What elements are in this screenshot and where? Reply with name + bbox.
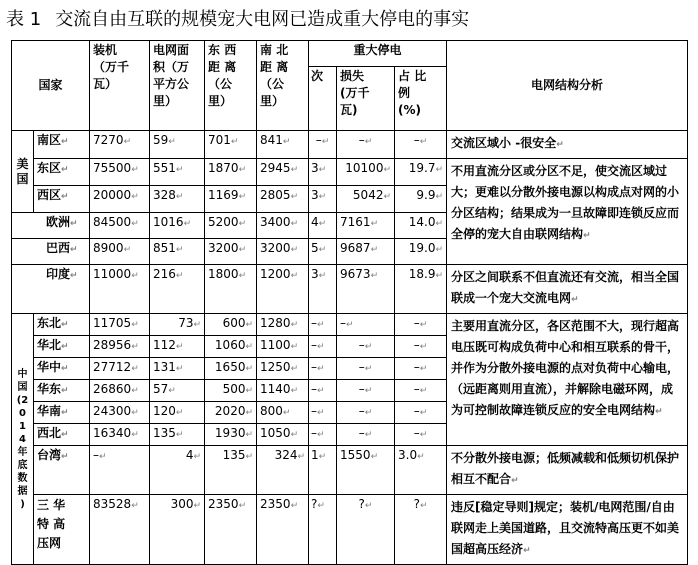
loss-cell: ?↵	[337, 495, 395, 565]
capacity-cell: 26860↵	[90, 380, 150, 402]
paragraph-mark: ↵	[61, 386, 69, 396]
paragraph-mark: ↵	[419, 137, 428, 147]
ns-cell: 1140↵	[257, 380, 309, 402]
paragraph-mark: ↵	[245, 342, 254, 352]
paragraph-mark: ↵	[175, 364, 184, 374]
paragraph-mark: ↵	[175, 342, 184, 352]
paragraph-mark: ↵	[383, 165, 392, 175]
paragraph-mark: ↵	[193, 501, 202, 511]
ns-cell: 324↵	[257, 446, 309, 495]
ns-cell: 1280↵	[257, 314, 309, 336]
paragraph-mark: ↵	[61, 408, 69, 418]
ew-cell: 2350↵	[205, 495, 257, 565]
paragraph-mark: ↵	[99, 452, 107, 462]
region-cell: 东区↵	[34, 159, 90, 186]
paragraph-mark: ↵	[175, 271, 184, 281]
header-row-1	[12, 41, 688, 67]
paragraph-mark: ↵	[317, 430, 325, 440]
paragraph-mark: ↵	[131, 364, 139, 374]
ns-cell: 841↵	[257, 131, 309, 159]
area-cell: 112↵	[150, 336, 205, 358]
paragraph-mark: ↵	[131, 271, 139, 281]
paragraph-mark: ↵	[318, 219, 327, 229]
loss-cell: 10100↵	[337, 159, 395, 186]
table-row-india	[12, 265, 688, 314]
ns-cell: 800↵	[257, 402, 309, 424]
loss-cell: 7161↵	[337, 213, 395, 239]
paragraph-mark: ↵	[61, 452, 69, 462]
paragraph-mark: ↵	[245, 408, 254, 418]
paragraph-mark: ↵	[511, 476, 519, 486]
paragraph-mark: ↵	[370, 245, 379, 255]
paragraph-mark: ↵	[419, 501, 428, 511]
capacity-cell: 83528↵	[90, 495, 150, 565]
loss-cell: –↵	[337, 402, 395, 424]
ns-cell: 2350↵	[257, 495, 309, 565]
paragraph-mark: ↵	[290, 165, 299, 175]
capacity-cell: 11705↵	[90, 314, 150, 336]
ns-cell: 2805↵	[257, 186, 309, 213]
ratio-cell: –↵	[395, 336, 447, 358]
paragraph-mark: ↵	[238, 219, 247, 229]
ew-cell: 135↵	[205, 446, 257, 495]
region-cell: 西区↵	[34, 186, 90, 213]
area-cell: 4↵	[150, 446, 205, 495]
paragraph-mark: ↵	[183, 219, 192, 229]
area-cell: 73↵	[150, 314, 205, 336]
times-cell: –↵	[309, 131, 337, 159]
region-cell: 华中↵	[34, 358, 90, 380]
ratio-cell: 3.0↵	[395, 446, 447, 495]
paragraph-mark: ↵	[290, 501, 299, 511]
ns-cell: 3200↵	[257, 239, 309, 265]
capacity-cell: 84500↵	[90, 213, 150, 239]
blackout-table	[11, 40, 688, 565]
times-cell: –↵	[309, 314, 337, 336]
ew-cell: 3200↵	[205, 239, 257, 265]
area-cell: 551↵	[150, 159, 205, 186]
ns-cell: 1050↵	[257, 424, 309, 446]
header-loss: 损失 (万千 瓦)	[337, 67, 395, 131]
paragraph-mark: ↵	[583, 231, 591, 241]
paragraph-mark: ↵	[297, 452, 306, 462]
paragraph-mark: ↵	[290, 386, 299, 396]
paragraph-mark: ↵	[70, 245, 78, 255]
header-area: 电网面 积（万 平方公里）	[150, 41, 205, 131]
paragraph-mark: ↵	[245, 452, 254, 462]
times-cell: –↵	[309, 380, 337, 402]
table-row-china-northeast	[12, 314, 688, 336]
paragraph-mark: ↵	[419, 320, 428, 330]
loss-cell: –↵	[337, 314, 395, 336]
paragraph-mark: ↵	[131, 386, 139, 396]
paragraph-mark: ↵	[175, 408, 184, 418]
analysis-taiwan: 不分散外接电源；低频减载和低频切机保护相互不配合↵	[447, 446, 688, 495]
paragraph-mark: ↵	[175, 192, 184, 202]
paragraph-mark: ↵	[435, 165, 444, 175]
ratio-cell: 19.0↵	[395, 239, 447, 265]
ew-cell: 5200↵	[205, 213, 257, 239]
paragraph-mark: ↵	[435, 219, 444, 229]
region-cell: 华北↵	[34, 336, 90, 358]
region-cell: 欧洲↵	[12, 213, 90, 239]
loss-cell: –↵	[337, 358, 395, 380]
paragraph-mark: ↵	[435, 245, 444, 255]
times-cell: 1↵	[309, 446, 337, 495]
analysis-india: 分区之间联系不但直流还有交流，相当全国联成一个宠大交流电网↵	[447, 265, 688, 314]
paragraph-mark: ↵	[131, 501, 139, 511]
paragraph-mark: ↵	[61, 192, 69, 202]
paragraph-mark: ↵	[290, 192, 299, 202]
times-cell: 3↵	[309, 186, 337, 213]
paragraph-mark: ↵	[318, 271, 327, 281]
paragraph-mark: ↵	[290, 364, 299, 374]
capacity-cell: 11000↵	[90, 265, 150, 314]
paragraph-mark: ↵	[238, 271, 247, 281]
header-blackout: 重大停电	[309, 41, 447, 67]
paragraph-mark: ↵	[131, 165, 139, 175]
ratio-cell: –↵	[395, 402, 447, 424]
paragraph-mark: ↵	[193, 452, 202, 462]
paragraph-mark: ↵	[364, 501, 373, 511]
ratio-cell: 14.0↵	[395, 213, 447, 239]
paragraph-mark: ↵	[168, 386, 176, 396]
paragraph-mark: ↵	[131, 408, 139, 418]
loss-cell: –↵	[337, 424, 395, 446]
paragraph-mark: ↵	[364, 137, 373, 147]
paragraph-mark: ↵	[290, 430, 299, 440]
ew-cell: 500↵	[205, 380, 257, 402]
ratio-cell: 9.9↵	[395, 186, 447, 213]
capacity-cell: 16340↵	[90, 424, 150, 446]
paragraph-mark: ↵	[419, 364, 428, 374]
paragraph-mark: ↵	[364, 408, 373, 418]
capacity-cell: 7270↵	[90, 131, 150, 159]
paragraph-mark: ↵	[364, 430, 373, 440]
loss-cell: –↵	[337, 380, 395, 402]
ew-cell: 1650↵	[205, 358, 257, 380]
loss-cell: 9673↵	[337, 265, 395, 314]
paragraph-mark: ↵	[318, 165, 327, 175]
ew-cell: 1169↵	[205, 186, 257, 213]
paragraph-mark: ↵	[370, 219, 379, 229]
area-cell: 300↵	[150, 495, 205, 565]
capacity-cell: 8900↵	[90, 239, 150, 265]
paragraph-mark: ↵	[364, 342, 373, 352]
paragraph-mark: ↵	[238, 501, 247, 511]
paragraph-mark: ↵	[70, 271, 78, 281]
paragraph-mark: ↵	[317, 342, 325, 352]
header-east-west: 东 西 距 离 （公 里）	[205, 41, 257, 131]
region-cell: 华南↵	[34, 402, 90, 424]
group-china: 中 国 (2 0 1 4 年 底 数 据 )	[12, 314, 34, 565]
paragraph-mark: ↵	[655, 407, 663, 417]
paragraph-mark: ↵	[290, 342, 299, 352]
table-caption: 交流自由互联的规模宠大电网已造成重大停电的事实	[55, 9, 470, 30]
times-cell: –↵	[309, 336, 337, 358]
paragraph-mark: ↵	[435, 271, 444, 281]
ns-cell: 3400↵	[257, 213, 309, 239]
ew-cell: 1060↵	[205, 336, 257, 358]
region-cell: 三 华 特 高 压网	[34, 495, 90, 565]
region-cell: 南区↵	[34, 131, 90, 159]
times-cell: 5↵	[309, 239, 337, 265]
table-title	[6, 5, 469, 35]
ratio-cell: –↵	[395, 424, 447, 446]
times-cell: –↵	[309, 358, 337, 380]
paragraph-mark: ↵	[175, 245, 184, 255]
paragraph-mark: ↵	[245, 364, 254, 374]
paragraph-mark: ↵	[364, 364, 373, 374]
ew-cell: 600↵	[205, 314, 257, 336]
paragraph-mark: ↵	[131, 430, 139, 440]
analysis-china-regions: 主要用直流分区，各区范围不大，现行超高电压既可构成负荷中心和相互联系的骨干，并作为分散外接电源的点对负荷中心输电，（远距离则用直流），并解除电磁环网，成为可控制故障连锁反应的安全电网结构↵	[447, 314, 688, 446]
paragraph-mark: ↵	[419, 386, 428, 396]
paragraph-mark: ↵	[282, 408, 291, 418]
table-row-taiwan	[12, 446, 688, 495]
paragraph-mark: ↵	[290, 219, 299, 229]
area-cell: 135↵	[150, 424, 205, 446]
paragraph-mark: ↵	[245, 320, 254, 330]
table-row-usa-east	[12, 159, 688, 186]
paragraph-mark: ↵	[318, 452, 327, 462]
ratio-cell: ?↵	[395, 495, 447, 565]
paragraph-mark: ↵	[61, 137, 69, 147]
analysis-usa-south: 交流区域小 -很安全↵	[447, 131, 688, 159]
paragraph-mark: ↵	[317, 320, 325, 330]
capacity-cell: –↵	[90, 446, 150, 495]
paragraph-mark: ↵	[370, 271, 379, 281]
paragraph-mark: ↵	[168, 137, 176, 147]
table-row-usa-south	[12, 131, 688, 159]
paragraph-mark: ↵	[317, 408, 325, 418]
paragraph-mark: ↵	[175, 430, 184, 440]
paragraph-mark: ↵	[245, 386, 254, 396]
paragraph-mark: ↵	[571, 295, 579, 305]
header-capacity: 装机 （万千 瓦）	[90, 41, 150, 131]
region-cell: 东北↵	[34, 314, 90, 336]
area-cell: 328↵	[150, 186, 205, 213]
ratio-cell: –↵	[395, 131, 447, 159]
paragraph-mark: ↵	[290, 271, 299, 281]
paragraph-mark: ↵	[317, 364, 325, 374]
paragraph-mark: ↵	[346, 320, 354, 330]
paragraph-mark: ↵	[61, 165, 69, 175]
header-times: 次	[309, 67, 337, 131]
paragraph-mark: ↵	[131, 342, 139, 352]
header-north-south: 南 北 距 离 （公 里）	[257, 41, 309, 131]
paragraph-mark: ↵	[282, 137, 291, 147]
paragraph-mark: ↵	[290, 245, 299, 255]
ns-cell: 1200↵	[257, 265, 309, 314]
paragraph-mark: ↵	[317, 501, 325, 511]
paragraph-mark: ↵	[123, 245, 132, 255]
paragraph-mark: ↵	[61, 364, 69, 374]
region-cell: 台湾↵	[34, 446, 90, 495]
paragraph-mark: ↵	[435, 192, 444, 202]
analysis-sanhua: 违反[稳定导则]规定；装机/电网范围/自由联网走上美国道路，且交流特高压更不如美国超高压经济↵	[447, 495, 688, 565]
loss-cell: 9687↵	[337, 239, 395, 265]
paragraph-mark: ↵	[317, 386, 325, 396]
paragraph-mark: ↵	[556, 140, 564, 150]
area-cell: 851↵	[150, 239, 205, 265]
capacity-cell: 75500↵	[90, 159, 150, 186]
paragraph-mark: ↵	[61, 430, 69, 440]
region-cell: 西北↵	[34, 424, 90, 446]
header-country: 国家	[12, 41, 90, 131]
paragraph-mark: ↵	[417, 452, 425, 462]
loss-cell: 1550↵	[337, 446, 395, 495]
area-cell: 59↵	[150, 131, 205, 159]
paragraph-mark: ↵	[175, 165, 184, 175]
table-number: 表 1	[6, 9, 42, 30]
ew-cell: 1870↵	[205, 159, 257, 186]
ratio-cell: 19.7↵	[395, 159, 447, 186]
ns-cell: 1100↵	[257, 336, 309, 358]
area-cell: 216↵	[150, 265, 205, 314]
paragraph-mark: ↵	[419, 430, 428, 440]
capacity-cell: 28956↵	[90, 336, 150, 358]
paragraph-mark: ↵	[321, 137, 330, 147]
paragraph-mark: ↵	[123, 137, 132, 147]
loss-cell: 5042↵	[337, 186, 395, 213]
capacity-cell: 27712↵	[90, 358, 150, 380]
region-cell: 巴西↵	[12, 239, 90, 265]
ratio-cell: 18.9↵	[395, 265, 447, 314]
header-analysis: 电网结构分析	[447, 41, 688, 131]
capacity-cell: 24300↵	[90, 402, 150, 424]
area-cell: 131↵	[150, 358, 205, 380]
table-row-sanhua	[12, 495, 688, 565]
header-ratio: 占 比 例 (%)	[395, 67, 447, 131]
times-cell: 3↵	[309, 159, 337, 186]
paragraph-mark: ↵	[238, 192, 247, 202]
ratio-cell: –↵	[395, 380, 447, 402]
times-cell: –↵	[309, 402, 337, 424]
paragraph-mark: ↵	[61, 320, 69, 330]
times-cell: 4↵	[309, 213, 337, 239]
paragraph-mark: ↵	[318, 245, 327, 255]
loss-cell: –↵	[337, 131, 395, 159]
paragraph-mark: ↵	[131, 192, 139, 202]
capacity-cell: 20000↵	[90, 186, 150, 213]
ew-cell: 2020↵	[205, 402, 257, 424]
paragraph-mark: ↵	[70, 219, 78, 229]
times-cell: 3↵	[309, 265, 337, 314]
area-cell: 57↵	[150, 380, 205, 402]
paragraph-mark: ↵	[419, 408, 428, 418]
times-cell: ?↵	[309, 495, 337, 565]
ns-cell: 1250↵	[257, 358, 309, 380]
times-cell: –↵	[309, 424, 337, 446]
area-cell: 120↵	[150, 402, 205, 424]
area-cell: 1016↵	[150, 213, 205, 239]
paragraph-mark: ↵	[131, 320, 139, 330]
paragraph-mark: ↵	[318, 192, 327, 202]
ew-cell: 1930↵	[205, 424, 257, 446]
paragraph-mark: ↵	[131, 219, 139, 229]
paragraph-mark: ↵	[383, 192, 392, 202]
ew-cell: 701↵	[205, 131, 257, 159]
paragraph-mark: ↵	[523, 546, 531, 556]
paragraph-mark: ↵	[193, 320, 202, 330]
ew-cell: 1800↵	[205, 265, 257, 314]
paragraph-mark: ↵	[419, 342, 428, 352]
paragraph-mark: ↵	[370, 452, 379, 462]
blackout-table-container	[11, 40, 688, 565]
loss-cell: –↵	[337, 336, 395, 358]
group-usa: 美 国	[12, 131, 34, 213]
paragraph-mark: ↵	[230, 137, 239, 147]
paragraph-mark: ↵	[238, 245, 247, 255]
region-cell: 华东↵	[34, 380, 90, 402]
ratio-cell: –↵	[395, 314, 447, 336]
region-cell: 印度↵	[12, 265, 90, 314]
paragraph-mark: ↵	[290, 320, 299, 330]
paragraph-mark: ↵	[61, 342, 69, 352]
paragraph-mark: ↵	[238, 165, 247, 175]
analysis-usa-east-to-brazil: 不用直流分区或分区不足，使交流区域过大；更难以分散外接电源以构成点对网的小分区结构；结果成为一旦故障即连锁反应而全停的宠大自由联网结构↵	[447, 159, 688, 265]
paragraph-mark: ↵	[364, 386, 373, 396]
paragraph-mark: ↵	[245, 430, 254, 440]
ratio-cell: –↵	[395, 358, 447, 380]
ns-cell: 2945↵	[257, 159, 309, 186]
